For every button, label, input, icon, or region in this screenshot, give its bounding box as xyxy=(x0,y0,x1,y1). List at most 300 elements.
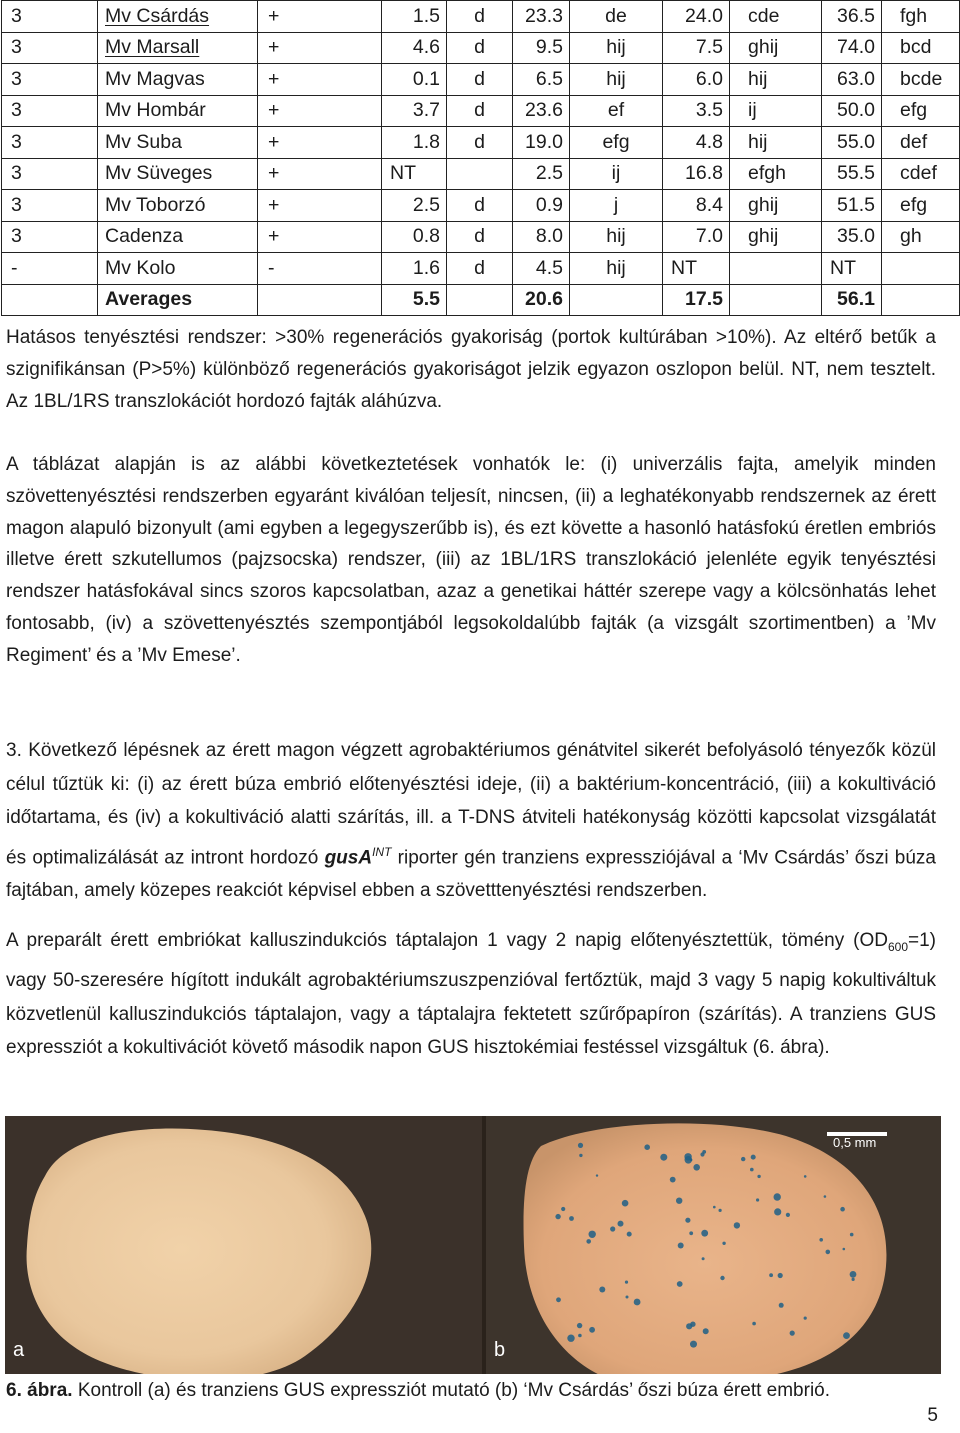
cell-letter-2-text: hij xyxy=(606,36,626,59)
cell-average-3 xyxy=(663,284,730,316)
figure-caption-text: Kontroll (a) és tranziens GUS expressziót mutató (b) ‘Mv Csárdás’ őszi búza érett embrió. xyxy=(72,1380,831,1401)
cell-group-text: 3 xyxy=(11,67,22,90)
cell-average-4-text: 56.1 xyxy=(837,288,875,311)
cell-letter-3-text: efgh xyxy=(748,162,786,185)
table-row xyxy=(2,190,960,222)
cell-value-1 xyxy=(382,221,447,253)
cell-group xyxy=(2,64,98,96)
gus-spot xyxy=(626,1296,629,1299)
cell-translocation xyxy=(258,32,382,64)
gus-spot xyxy=(579,1154,582,1157)
gus-spot xyxy=(840,1207,845,1212)
figure-caption xyxy=(6,1380,830,1402)
cell-value-3 xyxy=(663,158,730,190)
cell-letter-4 xyxy=(882,190,960,222)
cell-value-3 xyxy=(663,95,730,127)
gus-spot xyxy=(700,1152,704,1156)
cell-value-1 xyxy=(382,127,447,159)
cell-letter-3 xyxy=(730,158,822,190)
gus-spot xyxy=(722,1242,725,1245)
gus-spot xyxy=(555,1214,560,1219)
cell-value-3 xyxy=(663,1,730,33)
cell-group xyxy=(2,1,98,33)
cell-value-1 xyxy=(382,190,447,222)
cell-letter-3 xyxy=(730,190,822,222)
gus-spot xyxy=(850,1233,854,1237)
cell-translocation-text: + xyxy=(268,193,280,216)
figure-caption-number: 6. ábra. xyxy=(6,1380,73,1401)
cell-value-1 xyxy=(382,158,447,190)
cell-letter-4-text: fgh xyxy=(900,4,928,27)
cell-value-2 xyxy=(513,221,570,253)
cell-letter-2-text: hij xyxy=(606,256,626,279)
cell-value-4-text: 36.5 xyxy=(837,4,875,27)
cell-value-4-text: 55.5 xyxy=(837,162,875,185)
embryo-shape-a xyxy=(27,1129,372,1374)
cell-letter-3-text: hij xyxy=(748,67,768,90)
gus-spot xyxy=(561,1207,565,1211)
gus-spot xyxy=(676,1198,682,1204)
figure-panel-a xyxy=(5,1116,482,1374)
cell-letter-4-text: gh xyxy=(900,225,922,248)
cell-cultivar xyxy=(98,95,258,127)
averages-row xyxy=(2,284,960,316)
cell-group-text: 3 xyxy=(11,4,22,27)
cell-letter-1 xyxy=(447,95,513,127)
gus-spot xyxy=(774,1193,781,1200)
cell-letter-3-text: ghij xyxy=(748,36,779,59)
cell-translocation xyxy=(258,64,382,96)
gus-spot xyxy=(804,1317,807,1320)
cell-cultivar xyxy=(98,221,258,253)
figure-label-a: a xyxy=(13,1339,25,1361)
cell-value-3-text: 3.5 xyxy=(695,99,723,122)
cell-translocation-text: + xyxy=(268,225,280,248)
cell-value-2-text: 8.0 xyxy=(535,225,563,248)
cell-value-3-text: 6.0 xyxy=(695,67,723,90)
cell-letter-3 xyxy=(730,127,822,159)
cell-letter-1 xyxy=(447,190,513,222)
cell-letter-1 xyxy=(447,127,513,159)
cell-letter-3-text: ij xyxy=(748,99,757,122)
cell-letter-2-text: ef xyxy=(607,99,625,122)
cell-letter-1-text: d xyxy=(474,256,485,279)
cell-value-2 xyxy=(513,95,570,127)
cell-letter-3-text: cde xyxy=(748,4,780,27)
gus-spot xyxy=(596,1174,598,1176)
gus-spot xyxy=(586,1239,591,1244)
cell-value-4-text: 63.0 xyxy=(837,67,875,90)
cell-value-4-text: 51.5 xyxy=(837,193,875,216)
cell-empty xyxy=(570,284,663,316)
gus-spot xyxy=(589,1327,595,1333)
cell-letter-4 xyxy=(882,95,960,127)
cell-group xyxy=(2,158,98,190)
cell-cultivar-text: Mv Süveges xyxy=(105,162,213,185)
cell-letter-2-text: de xyxy=(605,4,627,27)
cell-value-2-text: 2.5 xyxy=(535,162,563,185)
cell-value-1-text: 3.7 xyxy=(412,99,440,122)
cell-value-3-text: NT xyxy=(671,256,697,279)
gus-spot xyxy=(774,1208,781,1215)
figure-6 xyxy=(5,1116,941,1374)
cell-translocation xyxy=(258,127,382,159)
cell-value-2 xyxy=(513,64,570,96)
gus-spot xyxy=(824,1195,827,1198)
cell-value-4 xyxy=(822,127,882,159)
cell-value-3-text: 7.0 xyxy=(695,225,723,248)
cell-cultivar xyxy=(98,127,258,159)
cell-value-1-text: 0.8 xyxy=(412,225,440,248)
cell-letter-2 xyxy=(570,190,663,222)
cell-translocation xyxy=(258,1,382,33)
cell-cultivar-text: Mv Hombár xyxy=(105,99,206,122)
cell-letter-2 xyxy=(570,95,663,127)
cell-group xyxy=(2,95,98,127)
cell-group-text: 3 xyxy=(11,225,22,248)
cell-letter-2-text: ij xyxy=(611,162,621,185)
cell-group xyxy=(2,32,98,64)
gus-spot xyxy=(578,1334,582,1338)
cell-letter-2 xyxy=(570,158,663,190)
cell-letter-2-text: j xyxy=(613,193,619,216)
gus-spot xyxy=(756,1198,759,1201)
cell-group xyxy=(2,221,98,253)
regeneration-table-container xyxy=(0,0,960,316)
cell-group-text: 3 xyxy=(11,193,22,216)
cell-value-1-text: 1.8 xyxy=(412,130,440,153)
cell-cultivar xyxy=(98,158,258,190)
cell-value-3-text: 8.4 xyxy=(695,193,723,216)
table-row xyxy=(2,64,960,96)
cell-value-2-text: 23.3 xyxy=(525,4,563,27)
embryo-shape-b xyxy=(524,1123,887,1374)
cell-translocation xyxy=(258,190,382,222)
gus-spot xyxy=(719,1209,722,1212)
cell-group-text: - xyxy=(11,256,18,279)
cell-value-4 xyxy=(822,158,882,190)
cell-average-1 xyxy=(382,284,447,316)
cell-average-3-text: 17.5 xyxy=(685,288,723,311)
cell-value-1-text: 2.5 xyxy=(412,193,440,216)
gus-spot xyxy=(701,1230,708,1237)
cell-value-4 xyxy=(822,221,882,253)
cell-empty xyxy=(447,284,513,316)
cell-translocation-text: + xyxy=(268,99,280,122)
cell-letter-3-text: ghij xyxy=(748,193,779,216)
table-row xyxy=(2,253,960,285)
cell-letter-1-text: d xyxy=(474,99,485,122)
table-row xyxy=(2,221,960,253)
cell-averages-label xyxy=(98,284,258,316)
cell-value-2 xyxy=(513,253,570,285)
cell-value-2 xyxy=(513,190,570,222)
paragraph-conclusions: A táblázat alapján is az alábbi következtetések vonhatók le: (i) univerzális fajta, amelyik minden szövettenyésztési rendszerben egyaránt kiválóan teljesít, nincsen, (ii) a leghatékonyabb rendszernek az érett magon alapuló bizonyult (ami egyben a legegyszerűbb is), és ezt követte a hasonló hatásfokú éretlen embriós illetve érett szkutellumos (pajzsocska) rendszer, (iii) az 1BL/1RS transzlokáció jelenléte egyik tenyésztési rendszer hatásfokával sincs szoros kapcsolatban, azaz a genetikai háttér szerepe vagy a kölcsönhatás lehet fontosabb, (iv) a szövettenyésztés szempontjából legsokoldalúbb fajták (a vizsgált szortimentben) a ’Mv Regiment’ és a ’Mv Emese’. xyxy=(6,454,936,666)
gus-spot xyxy=(843,1248,846,1251)
gus-spot xyxy=(693,1164,700,1171)
cell-empty xyxy=(258,284,382,316)
cell-average-2 xyxy=(513,284,570,316)
gus-spot xyxy=(634,1299,641,1306)
cell-letter-1 xyxy=(447,32,513,64)
gus-spot xyxy=(779,1303,784,1308)
cell-translocation-text: - xyxy=(268,256,275,279)
cell-letter-4-text: efg xyxy=(900,99,928,122)
cell-letter-2-text: efg xyxy=(602,130,630,153)
methods-text-2: =1) vagy 50-szeresére hígított indukált agrobaktériumszuszpenzióval fertőztük, majd 3 vagy 5 napig kokultiváltuk közvetlenül kalluszindukciós táptalajon, vagy a táptalajra fektetett szűrőpapíron (szárítás). A tranziens GUS expressziót a kokultivációt követő második napon GUS hisztokémiai festéssel vizsgáltuk (6. ábra). xyxy=(6,930,936,1059)
gus-spot xyxy=(618,1221,624,1227)
cell-letter-2 xyxy=(570,253,663,285)
cell-value-4 xyxy=(822,190,882,222)
gus-spot xyxy=(610,1226,615,1231)
cell-group-text: 3 xyxy=(11,162,22,185)
gus-spot xyxy=(702,1257,705,1260)
table-row xyxy=(2,32,960,64)
cell-value-2 xyxy=(513,127,570,159)
cell-cultivar-text: Mv Csárdás xyxy=(105,4,210,27)
gus-spot xyxy=(622,1200,629,1207)
cell-letter-3 xyxy=(730,32,822,64)
cell-value-4 xyxy=(822,253,882,285)
gus-spot xyxy=(660,1154,667,1161)
cell-letter-4 xyxy=(882,158,960,190)
cell-letter-4 xyxy=(882,221,960,253)
cell-letter-4 xyxy=(882,1,960,33)
gus-spot xyxy=(752,1322,756,1326)
cell-letter-1 xyxy=(447,253,513,285)
cell-letter-3 xyxy=(730,253,822,285)
cell-letter-2-text: hij xyxy=(606,67,626,90)
cell-value-4 xyxy=(822,64,882,96)
gus-spot xyxy=(690,1341,697,1348)
cell-translocation-text: + xyxy=(268,67,280,90)
cell-value-4-text: 55.0 xyxy=(837,130,875,153)
cell-value-4 xyxy=(822,1,882,33)
cell-group xyxy=(2,190,98,222)
cell-cultivar xyxy=(98,64,258,96)
gus-spot xyxy=(577,1323,582,1328)
cell-empty xyxy=(882,284,960,316)
cell-cultivar-text: Mv Marsall xyxy=(105,36,200,59)
cell-average-2-text: 20.6 xyxy=(525,288,563,311)
cell-letter-3 xyxy=(730,1,822,33)
cell-letter-2 xyxy=(570,1,663,33)
gus-spot xyxy=(599,1287,605,1293)
cell-value-2 xyxy=(513,32,570,64)
cell-letter-1-text: d xyxy=(474,4,485,27)
gus-spot xyxy=(790,1331,795,1336)
cell-value-2-text: 19.0 xyxy=(525,130,563,153)
cell-value-4-text: 74.0 xyxy=(837,36,875,59)
cell-value-1 xyxy=(382,95,447,127)
od-subscript: 600 xyxy=(887,939,908,954)
cell-cultivar-text: Cadenza xyxy=(105,225,184,248)
cell-empty xyxy=(730,284,822,316)
cell-value-1 xyxy=(382,32,447,64)
cell-letter-1 xyxy=(447,1,513,33)
paragraph-methods xyxy=(6,924,936,1065)
cell-letter-1-text: d xyxy=(474,193,485,216)
cell-value-3-text: 24.0 xyxy=(685,4,723,27)
cell-averages-label-text: Averages xyxy=(105,288,193,311)
cell-group-text: 3 xyxy=(11,130,22,153)
cell-value-3-text: 4.8 xyxy=(695,130,723,153)
cell-value-1 xyxy=(382,64,447,96)
cell-value-1-text: 0.1 xyxy=(412,67,440,90)
gus-spot xyxy=(627,1232,632,1237)
table-row xyxy=(2,1,960,33)
cell-average-1-text: 5.5 xyxy=(412,288,440,311)
cell-value-2-text: 4.5 xyxy=(535,256,563,279)
cell-letter-1 xyxy=(447,221,513,253)
table-row xyxy=(2,95,960,127)
gus-spot xyxy=(819,1238,823,1242)
cell-group-text: 3 xyxy=(11,99,22,122)
cell-group xyxy=(2,253,98,285)
cell-value-1 xyxy=(382,1,447,33)
gene-name: gusA xyxy=(324,846,373,868)
objectives-text-2: riporter gén tranziens expressziójával a ‘Mv Csárdás’ őszi búza fajtában, amely közepes reakciót képvisel ebben a szövetttenyésztési rendszerben. xyxy=(6,846,936,902)
cell-value-3-text: 16.8 xyxy=(685,162,723,185)
gus-spot xyxy=(670,1177,676,1183)
cell-value-4 xyxy=(822,32,882,64)
cell-letter-1 xyxy=(447,158,513,190)
cell-letter-4-text: def xyxy=(900,130,928,153)
cell-value-1-text: 4.6 xyxy=(412,36,440,59)
methods-text-1: A preparált érett embriókat kalluszindukciós táptalajon 1 vagy 2 napig előtenyésztettük, tömény (OD xyxy=(6,930,888,951)
table-body xyxy=(2,1,960,316)
cell-value-3-text: 7.5 xyxy=(695,36,723,59)
figure-panel-b xyxy=(486,1116,941,1374)
cell-value-2-text: 23.6 xyxy=(525,99,563,122)
cell-value-4 xyxy=(822,95,882,127)
cell-cultivar xyxy=(98,32,258,64)
gus-spot xyxy=(569,1216,574,1221)
gus-spot xyxy=(843,1332,850,1339)
cell-translocation xyxy=(258,253,382,285)
cell-translocation xyxy=(258,158,382,190)
gus-spot xyxy=(769,1273,773,1277)
cell-letter-4-text: bcde xyxy=(900,67,943,90)
table-row xyxy=(2,158,960,190)
scale-bar-label: 0,5 mm xyxy=(833,1135,877,1150)
cell-value-3 xyxy=(663,64,730,96)
cell-letter-4 xyxy=(882,64,960,96)
cell-letter-4 xyxy=(882,127,960,159)
cell-cultivar xyxy=(98,190,258,222)
gus-spot xyxy=(684,1153,691,1160)
cell-cultivar xyxy=(98,1,258,33)
gene-superscript: INT xyxy=(372,844,392,859)
gus-spot xyxy=(703,1328,709,1334)
cell-empty xyxy=(2,284,98,316)
cell-letter-3-text: hij xyxy=(748,130,768,153)
cell-letter-2 xyxy=(570,32,663,64)
cell-value-3 xyxy=(663,253,730,285)
cell-value-2-text: 6.5 xyxy=(535,67,563,90)
cell-value-2-text: 9.5 xyxy=(535,36,563,59)
cell-group-text: 3 xyxy=(11,36,22,59)
gus-spot xyxy=(678,1243,684,1249)
gus-spot xyxy=(686,1323,692,1329)
gus-spot xyxy=(720,1276,724,1280)
gus-spot xyxy=(852,1278,855,1281)
gus-spot xyxy=(826,1250,831,1255)
cell-average-4 xyxy=(822,284,882,316)
cell-translocation-text: + xyxy=(268,4,280,27)
gus-spot xyxy=(567,1335,574,1342)
cell-letter-2 xyxy=(570,64,663,96)
cell-letter-4-text: cdef xyxy=(900,162,937,185)
cell-letter-3 xyxy=(730,221,822,253)
cell-translocation xyxy=(258,221,382,253)
cell-cultivar-text: Mv Magvas xyxy=(105,67,205,90)
gus-spot xyxy=(644,1144,650,1150)
page-number: 5 xyxy=(927,1405,938,1426)
control-embryo-image xyxy=(5,1116,482,1374)
cell-letter-3-text: ghij xyxy=(748,225,779,248)
cell-letter-1-text: d xyxy=(474,36,485,59)
gus-spot xyxy=(685,1218,690,1223)
cell-value-3 xyxy=(663,190,730,222)
regeneration-table xyxy=(1,0,960,316)
cell-cultivar xyxy=(98,253,258,285)
gus-spot xyxy=(556,1297,561,1302)
gus-spot xyxy=(578,1143,583,1148)
gus-spot xyxy=(786,1213,790,1217)
paragraph-objectives xyxy=(6,734,936,908)
cell-group xyxy=(2,127,98,159)
cell-letter-2 xyxy=(570,221,663,253)
cell-value-4-text: NT xyxy=(830,256,856,279)
cell-letter-1-text: d xyxy=(474,130,485,153)
gus-spot xyxy=(713,1206,716,1209)
cell-value-3 xyxy=(663,127,730,159)
cell-letter-1-text: d xyxy=(474,67,485,90)
cell-value-3 xyxy=(663,221,730,253)
gus-spot xyxy=(734,1222,740,1228)
cell-value-3 xyxy=(663,32,730,64)
cell-cultivar-text: Mv Suba xyxy=(105,130,182,153)
cell-letter-4-text: efg xyxy=(900,193,928,216)
gus-spot xyxy=(751,1155,756,1160)
cell-letter-2-text: hij xyxy=(606,225,626,248)
figure-label-b: b xyxy=(494,1339,506,1361)
cell-letter-4-text: bcd xyxy=(900,36,932,59)
cell-letter-4 xyxy=(882,32,960,64)
cell-translocation-text: + xyxy=(268,162,280,185)
gus-spot xyxy=(750,1168,754,1172)
cell-value-1-text: 1.5 xyxy=(412,4,440,27)
gus-embryo-image xyxy=(486,1116,941,1374)
table-row xyxy=(2,127,960,159)
cell-value-1-text: NT xyxy=(390,162,416,185)
gus-spot xyxy=(625,1281,628,1284)
cell-cultivar-text: Mv Toborzó xyxy=(105,193,206,216)
cell-letter-3 xyxy=(730,64,822,96)
gus-spot xyxy=(850,1271,857,1278)
cell-letter-1 xyxy=(447,64,513,96)
cell-value-2-text: 0.9 xyxy=(535,193,563,216)
gus-spot xyxy=(757,1175,760,1178)
cell-letter-4 xyxy=(882,253,960,285)
cell-letter-2 xyxy=(570,127,663,159)
cell-letter-1-text: d xyxy=(474,225,485,248)
gus-spot xyxy=(677,1281,683,1287)
cell-value-2 xyxy=(513,158,570,190)
cell-value-1-text: 1.6 xyxy=(412,256,440,279)
cell-value-2 xyxy=(513,1,570,33)
